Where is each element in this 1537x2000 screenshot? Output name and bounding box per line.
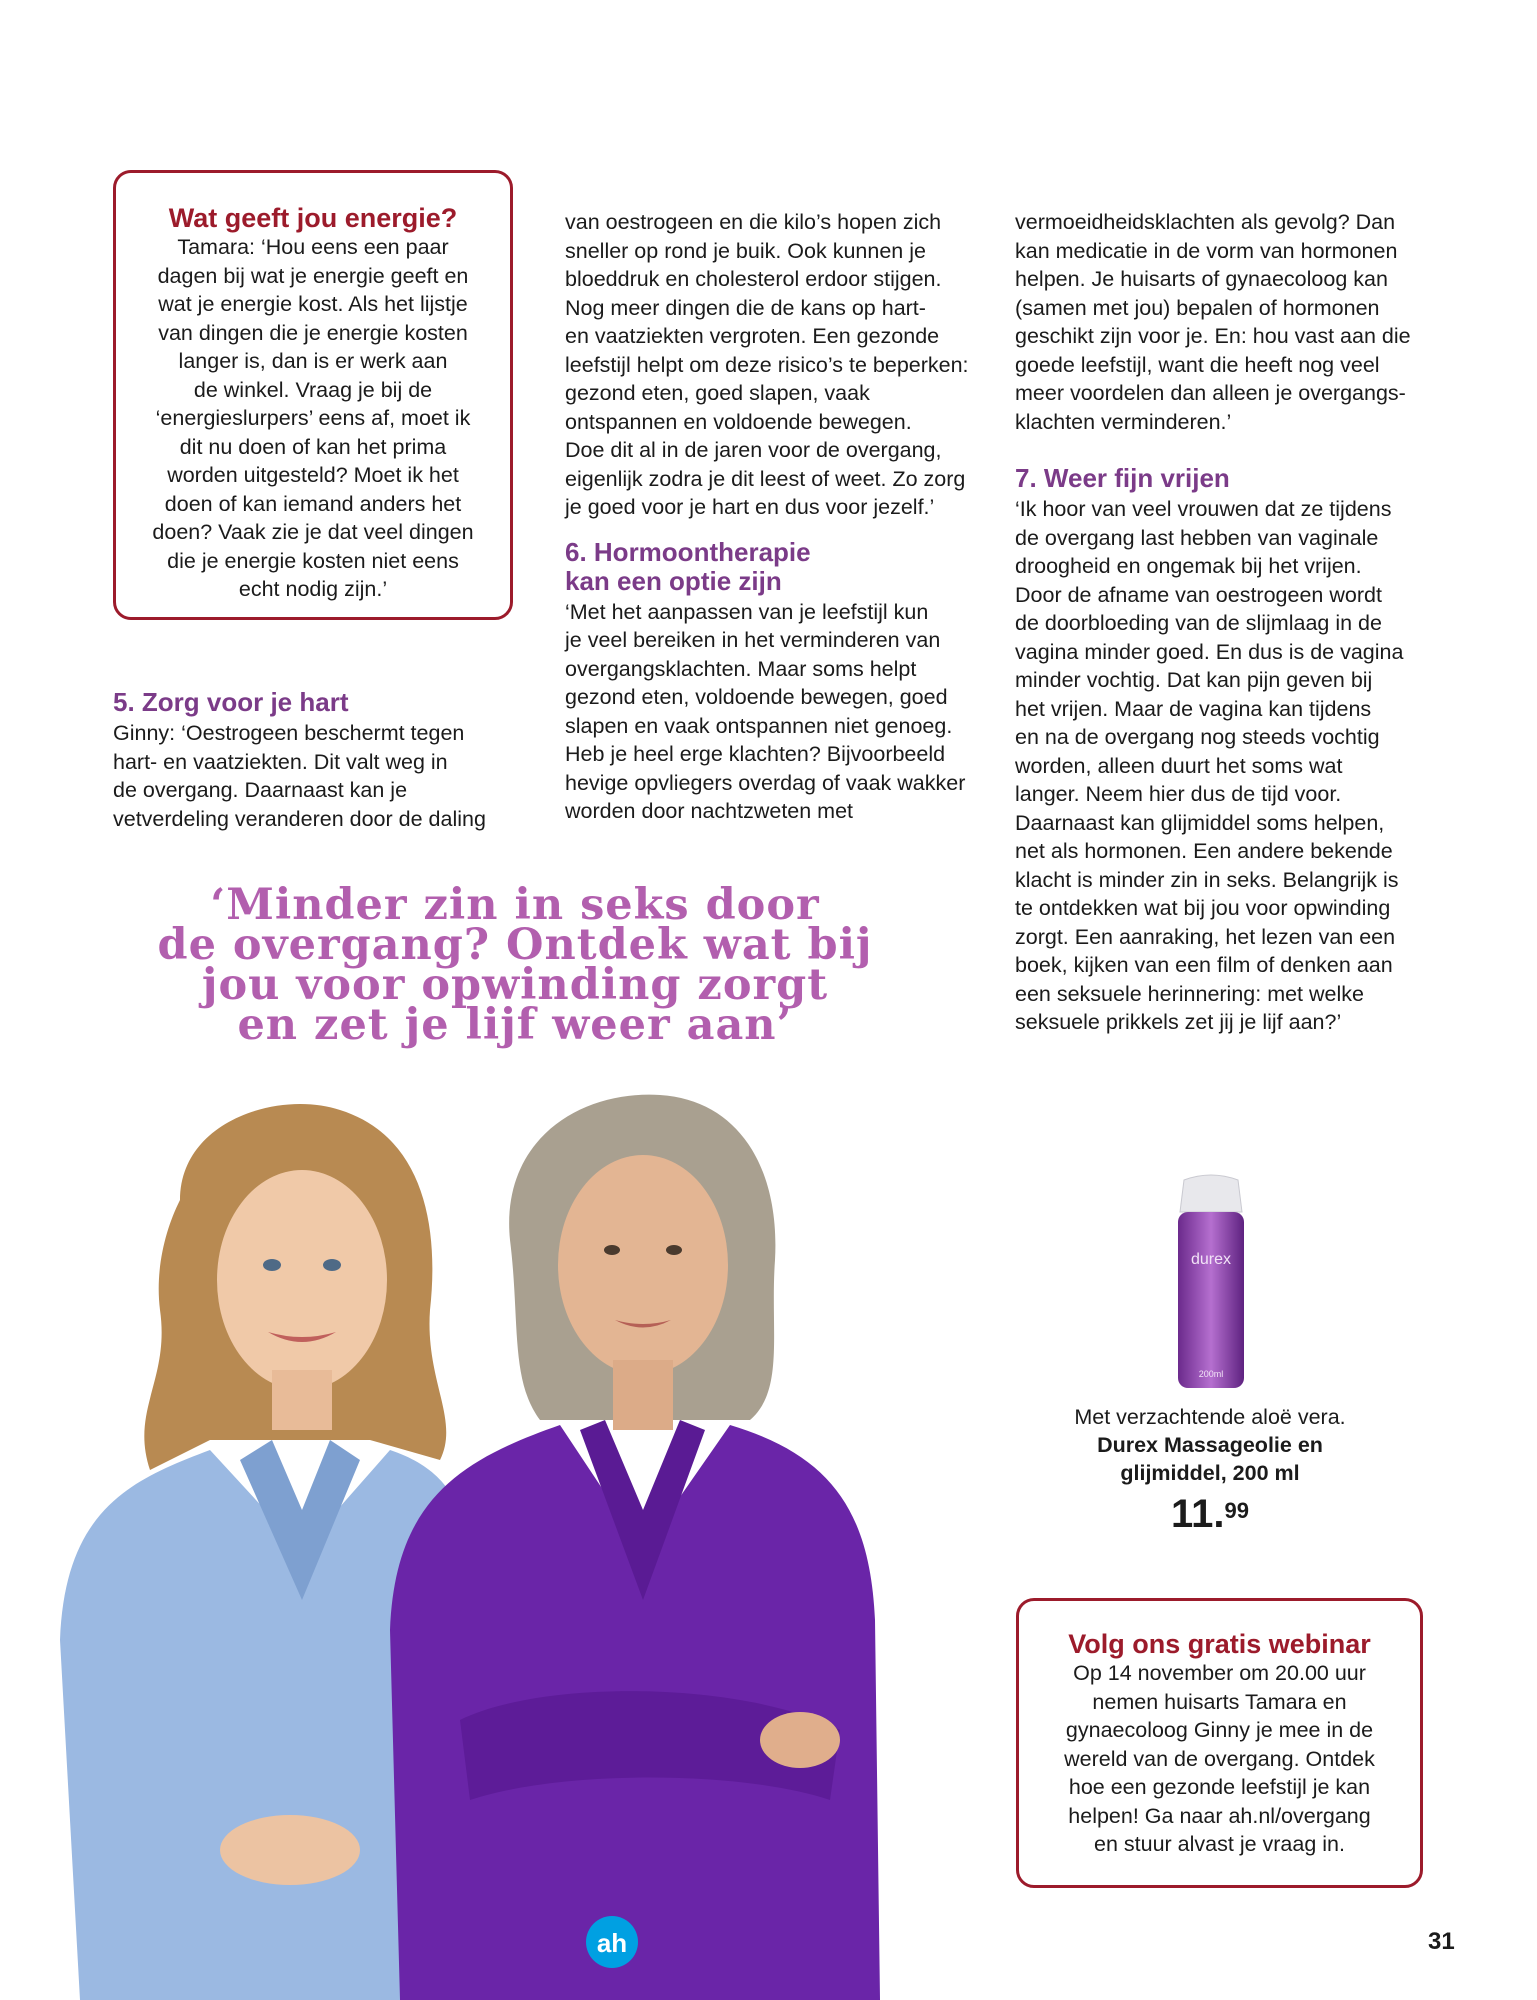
product-caption bbox=[1040, 1403, 1380, 1487]
text-line: nemen huisarts Tamara en bbox=[1092, 1689, 1347, 1714]
text-line: de winkel. Vraag je bij de bbox=[193, 377, 433, 402]
text-line: overgangsklachten. Maar soms helpt bbox=[565, 656, 917, 681]
text-line: Daarnaast kan glijmiddel soms helpen, bbox=[1015, 810, 1385, 835]
text-line: de overgang last hebben van vaginale bbox=[1015, 525, 1379, 550]
quote-line: jou voor opwinding zorgt bbox=[201, 960, 829, 1010]
text-line: Door de afname van oestrogeen wordt bbox=[1015, 582, 1382, 607]
price-main: 11. bbox=[1171, 1492, 1225, 1536]
heading-line: kan een optie zijn bbox=[565, 565, 782, 596]
heading-line: 6. Hormoontherapie bbox=[565, 536, 811, 567]
text-line: het vrijen. Maar de vagina kan tijdens bbox=[1015, 696, 1372, 721]
text-line: die je energie kosten niet eens bbox=[167, 548, 459, 573]
text-line: je goed voor je hart en dus voor jezelf.’ bbox=[565, 495, 935, 519]
text-line: Ginny: ‘Oestrogeen beschermt tegen bbox=[113, 721, 465, 745]
text-line: vetverdeling veranderen door de daling bbox=[113, 806, 486, 831]
page-number: 31 bbox=[1428, 1928, 1455, 1955]
text-line: doen? Vaak zie je dat veel dingen bbox=[152, 520, 474, 544]
text-line: Doe dit al in de jaren voor de overgang, bbox=[565, 438, 942, 462]
doctors-photo bbox=[40, 1080, 980, 2000]
text-line: wereld van de overgang. Ontdek bbox=[1064, 1746, 1375, 1771]
text-line: worden uitgesteld? Moet ik het bbox=[167, 463, 459, 487]
text-line: leefstijl helpt om deze risico’s te beperken: bbox=[565, 352, 969, 377]
text-line: klachten verminderen.’ bbox=[1015, 409, 1232, 434]
text-line: wat je energie kost. Als het lijstje bbox=[158, 292, 468, 316]
text-line: een seksuele herinnering: met welke bbox=[1015, 981, 1364, 1006]
text-line: boek, kijken van een film of denken aan bbox=[1015, 953, 1393, 977]
text-line: helpen! Ga naar ah.nl/overgang bbox=[1068, 1803, 1371, 1828]
energy-box-title: Wat geeft jou energie? bbox=[168, 203, 458, 233]
text-line: en vaatziekten vergroten. Een gezonde bbox=[565, 324, 940, 348]
text-line: bloeddruk en cholesterol erdoor stijgen. bbox=[565, 267, 942, 291]
text-line: dagen bij wat je energie geeft en bbox=[157, 263, 469, 288]
text-line: worden, alleen duurt het soms wat bbox=[1015, 753, 1343, 778]
text-line: net als hormonen. Een andere bekende bbox=[1015, 839, 1393, 863]
product-caption-line: Met verzachtende aloë vera. bbox=[1074, 1405, 1346, 1429]
text-line: je veel bereiken in het verminderen van bbox=[565, 628, 941, 652]
text-line: helpen. Je huisarts of gynaecoloog kan bbox=[1015, 267, 1388, 291]
text-line: en stuur alvast je vraag in. bbox=[1094, 1832, 1345, 1856]
text-line: kan medicatie in de vorm van hormonen bbox=[1015, 238, 1398, 263]
webinar-box bbox=[1016, 1598, 1423, 1888]
text-line: gezond eten, voldoende bewegen, goed bbox=[565, 685, 948, 709]
text-line: vagina minder goed. En dus is de vagina bbox=[1015, 639, 1404, 664]
text-line: sneller op rond je buik. Ook kunnen je bbox=[565, 238, 926, 263]
text-line: gynaecoloog Ginny je mee in de bbox=[1065, 1718, 1374, 1742]
right-woman-face bbox=[558, 1155, 728, 1375]
svg-text:ah: ah bbox=[596, 1928, 628, 1958]
text-line: Tamara: ‘Hou eens een paar bbox=[177, 235, 449, 259]
text-line: slapen en vaak ontspannen niet genoeg. bbox=[565, 713, 953, 738]
text-line: eigenlijk zodra je dit leest of weet. Zo zorg bbox=[565, 466, 966, 491]
text-line: hoe een gezonde leefstijl je kan bbox=[1068, 1775, 1371, 1799]
pull-quote bbox=[100, 880, 930, 1050]
quote-line: ‘Minder zin in seks door bbox=[210, 880, 820, 930]
albert-heijn-logo-icon bbox=[586, 1916, 638, 1968]
price-cents: 99 bbox=[1224, 1498, 1249, 1523]
text-line: doen of kan iemand anders het bbox=[164, 491, 462, 516]
webinar-box-title: Volg ons gratis webinar bbox=[1068, 1629, 1371, 1659]
text-line: seksuele prikkels zet jij je lijf aan?’ bbox=[1015, 1010, 1342, 1034]
text-line: hart- en vaatziekten. Dit valt weg in bbox=[113, 749, 448, 774]
text-line: Nog meer dingen die de kans op hart- bbox=[565, 295, 926, 320]
quote-line: de overgang? Ontdek wat bij bbox=[157, 920, 873, 970]
text-line: echt nodig zijn.’ bbox=[238, 577, 388, 601]
text-line: goede leefstijl, want die heeft nog veel bbox=[1015, 352, 1380, 377]
text-line: langer is, dan is er werk aan bbox=[178, 349, 448, 373]
section-5-heading: 5. Zorg voor je hart bbox=[113, 687, 349, 717]
text-line: (samen met jou) bepalen of hormonen bbox=[1015, 295, 1380, 320]
quote-line: en zet je lijf weer aan’ bbox=[237, 1000, 793, 1050]
text-line: en na de overgang nog steeds vochtig bbox=[1015, 725, 1380, 749]
text-line: van oestrogeen en die kilo’s hopen zich bbox=[565, 210, 942, 234]
durex-bottle-image bbox=[1170, 1172, 1252, 1394]
product-price bbox=[1040, 1492, 1380, 1537]
text-line: worden door nachtzweten met bbox=[565, 799, 854, 823]
text-line: de doorbloeding van de slijmlaag in de bbox=[1015, 611, 1382, 635]
text-line: vermoeidheidsklachten als gevolg? Dan bbox=[1015, 210, 1396, 234]
text-line: dit nu doen of kan het prima bbox=[179, 434, 447, 459]
bottle-brand-text: durex bbox=[1190, 1251, 1232, 1268]
section-6-heading bbox=[565, 538, 985, 596]
product-name-line: glijmiddel, 200 ml bbox=[1120, 1461, 1300, 1485]
text-line: gezond eten, goed slapen, vaak bbox=[565, 381, 870, 405]
text-line: ‘Met het aanpassen van je leefstijl kun bbox=[565, 599, 929, 624]
text-line: Op 14 november om 20.00 uur bbox=[1073, 1661, 1366, 1685]
text-line: te ontdekken wat bij jou voor opwinding bbox=[1015, 896, 1391, 920]
text-line: ontspannen en voldoende bewegen. bbox=[565, 409, 912, 434]
text-line: de overgang. Daarnaast kan je bbox=[113, 778, 408, 802]
text-line: meer voordelen dan alleen je overgangs- bbox=[1015, 381, 1406, 405]
text-line: Heb je heel erge klachten? Bijvoorbeeld bbox=[565, 742, 946, 766]
text-line: zorgt. Een aanraking, het lezen van een bbox=[1015, 924, 1396, 949]
text-line: langer. Neem hier dus de tijd voor. bbox=[1015, 782, 1342, 806]
text-line: droogheid en ongemak bij het vrijen. bbox=[1015, 554, 1362, 578]
energy-box-text bbox=[130, 233, 496, 604]
section-7-heading: 7. Weer fijn vrijen bbox=[1015, 463, 1230, 493]
left-woman-face bbox=[217, 1170, 387, 1390]
product-name-line: Durex Massageolie en bbox=[1097, 1433, 1323, 1457]
section-5 bbox=[113, 688, 513, 833]
text-line: minder vochtig. Dat kan pijn geven bij bbox=[1015, 668, 1373, 692]
text-line: geschikt zijn voor je. En: hou vast aan die bbox=[1015, 324, 1411, 348]
bottle-volume-text: 200ml bbox=[1198, 1369, 1224, 1379]
column-2 bbox=[565, 208, 985, 826]
text-line: ‘Ik hoor van veel vrouwen dat ze tijdens bbox=[1015, 497, 1392, 521]
column-3 bbox=[1015, 208, 1455, 1037]
energy-box bbox=[113, 170, 513, 620]
text-line: ‘energieslurpers’ eens af, moet ik bbox=[155, 406, 471, 430]
text-line: van dingen die je energie kosten bbox=[158, 320, 468, 345]
text-line: hevige opvliegers overdag of vaak wakker bbox=[565, 770, 966, 795]
text-line: klacht is minder zin in seks. Belangrijk is bbox=[1015, 867, 1399, 892]
